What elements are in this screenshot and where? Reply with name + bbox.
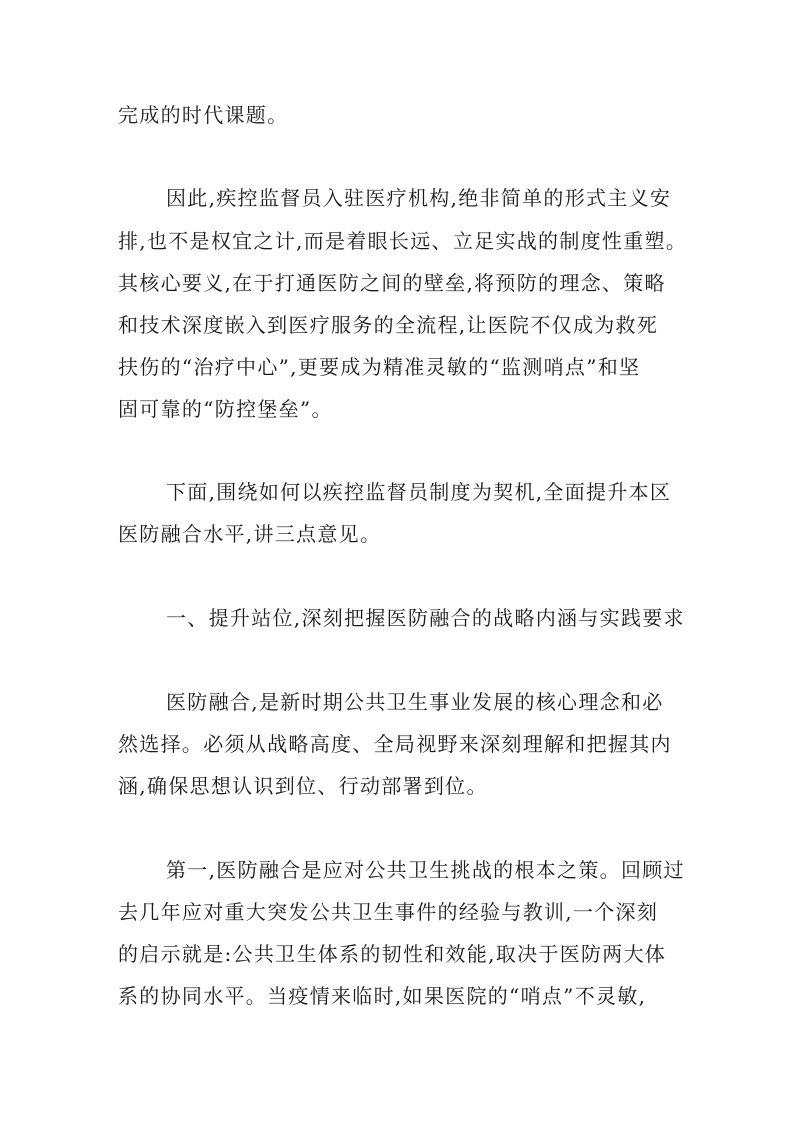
text-line: 其核心要义,在于打通医防之间的壁垒,将预防的理念、策略	[118, 271, 666, 295]
text-line: 的启示就是:公共卫生体系的韧性和效能,取决于医防两大体	[118, 942, 667, 966]
text-line: 去几年应对重大突发公共卫生事件的经验与教训,一个深刻	[118, 900, 659, 924]
section-heading: 一、提升站位,深刻把握医防融合的战略内涵与实践要求	[166, 606, 685, 630]
paragraph-first-line: 因此,疾控监督员入驻医疗机构,绝非简单的形式主义安	[166, 186, 672, 210]
text-line: 和技术深度嵌入到医疗服务的全流程,让医院不仅成为救死	[118, 313, 659, 337]
paragraph-first-line: 下面,围绕如何以疾控监督员制度为契机,全面提升本区	[166, 480, 672, 504]
text-line: 医防融合水平,讲三点意见。	[118, 522, 382, 546]
text-line: 涵,确保思想认识到位、行动部署到位。	[118, 774, 488, 798]
text-line: 系的协同水平。当疫情来临时,如果医院的“哨点”不灵敏,	[118, 984, 647, 1008]
paragraph-first-line: 医防融合,是新时期公共卫生事业发展的核心理念和必	[166, 690, 664, 714]
text-line: 固可靠的“防控堡垒”。	[118, 397, 333, 421]
text-line: 扶伤的“治疗中心”,更要成为精准灵敏的“监测哨点”和坚	[118, 355, 641, 379]
text-line: 排,也不是权宜之计,而是着眼长远、立足实战的制度性重塑。	[118, 229, 688, 253]
paragraph-first-line: 第一,医防融合是应对公共卫生挑战的根本之策。回顾过	[166, 858, 685, 882]
text-line: 完成的时代课题。	[118, 103, 289, 127]
text-line: 然选择。必须从战略高度、全局视野来深刻理解和把握其内	[118, 732, 672, 756]
